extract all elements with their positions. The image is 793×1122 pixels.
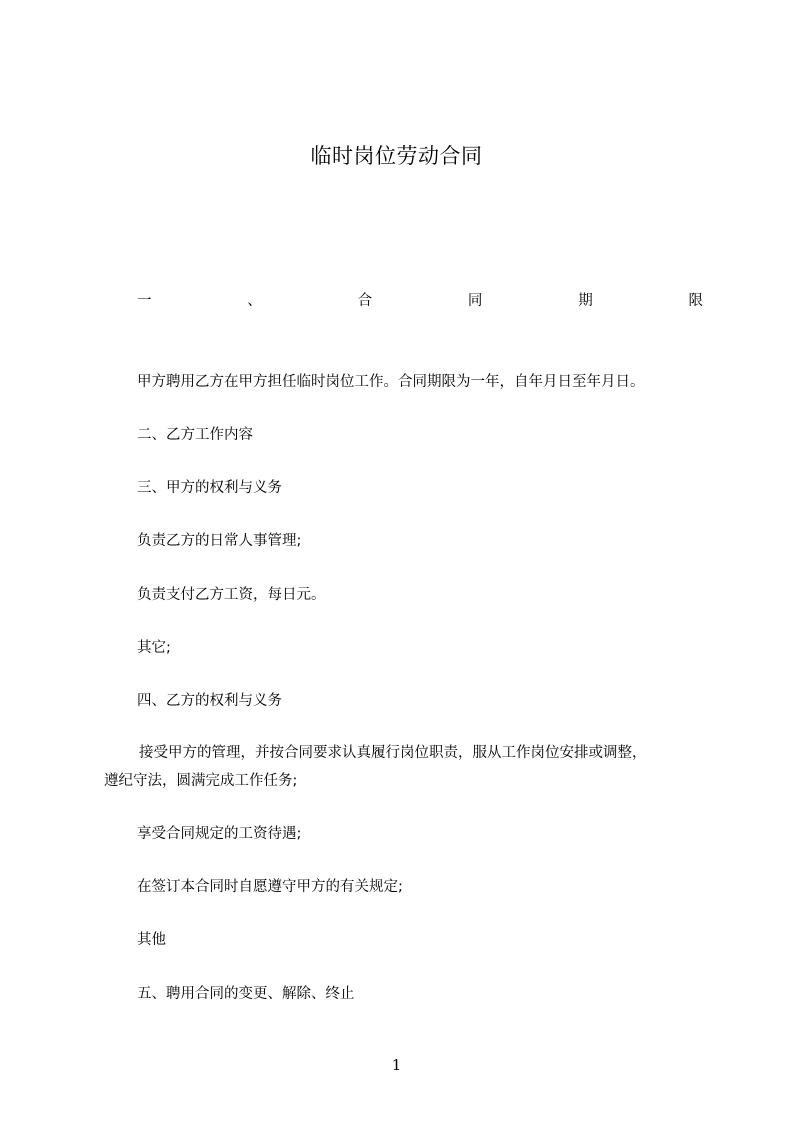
paragraph-wage-payment: 负责支付乙方工资，每日元。 [137, 587, 326, 603]
section-heading-party-a-rights: 三、甲方的权利与义务 [137, 480, 282, 496]
paragraph-contract-term: 甲方聘用乙方在甲方担任临时岗位工作。合同期限为一年，自年月日至年月日。 [137, 374, 645, 390]
heading-char: 合 [357, 293, 373, 309]
paragraph-personnel-management: 负责乙方的日常人事管理; [137, 533, 302, 549]
paragraph-other: 其它; [137, 640, 171, 656]
section-heading-contract-change: 五、聘用合同的变更、解除、终止 [137, 986, 355, 1002]
paragraph-comply-regulations: 在签订本合同时自愿遵守甲方的有关规定; [137, 879, 403, 895]
heading-char: 限 [688, 293, 703, 309]
section-heading-party-b-rights: 四、乙方的权利与义务 [137, 693, 282, 709]
heading-char: 同 [467, 293, 483, 309]
section-heading-contract-term [137, 290, 703, 312]
paragraph-wage-benefits: 享受合同规定的工资待遇; [137, 826, 302, 842]
heading-char: 、 [247, 293, 262, 309]
document-title: 临时岗位劳动合同 [310, 144, 483, 168]
paragraph-other-b: 其他 [137, 932, 166, 948]
heading-char: 一 [137, 293, 152, 309]
paragraph-accept-management [104, 739, 696, 795]
page-number: 1 [391, 1056, 402, 1074]
heading-char: 期 [578, 293, 593, 309]
paragraph-line: 接受甲方的管理，并按合同要求认真履行岗位职责，服从工作岗位安排或调整， [139, 745, 647, 761]
paragraph-line: 遵纪守法，圆满完成工作任务; [104, 773, 298, 789]
section-heading-work-content: 二、乙方工作内容 [137, 427, 253, 443]
